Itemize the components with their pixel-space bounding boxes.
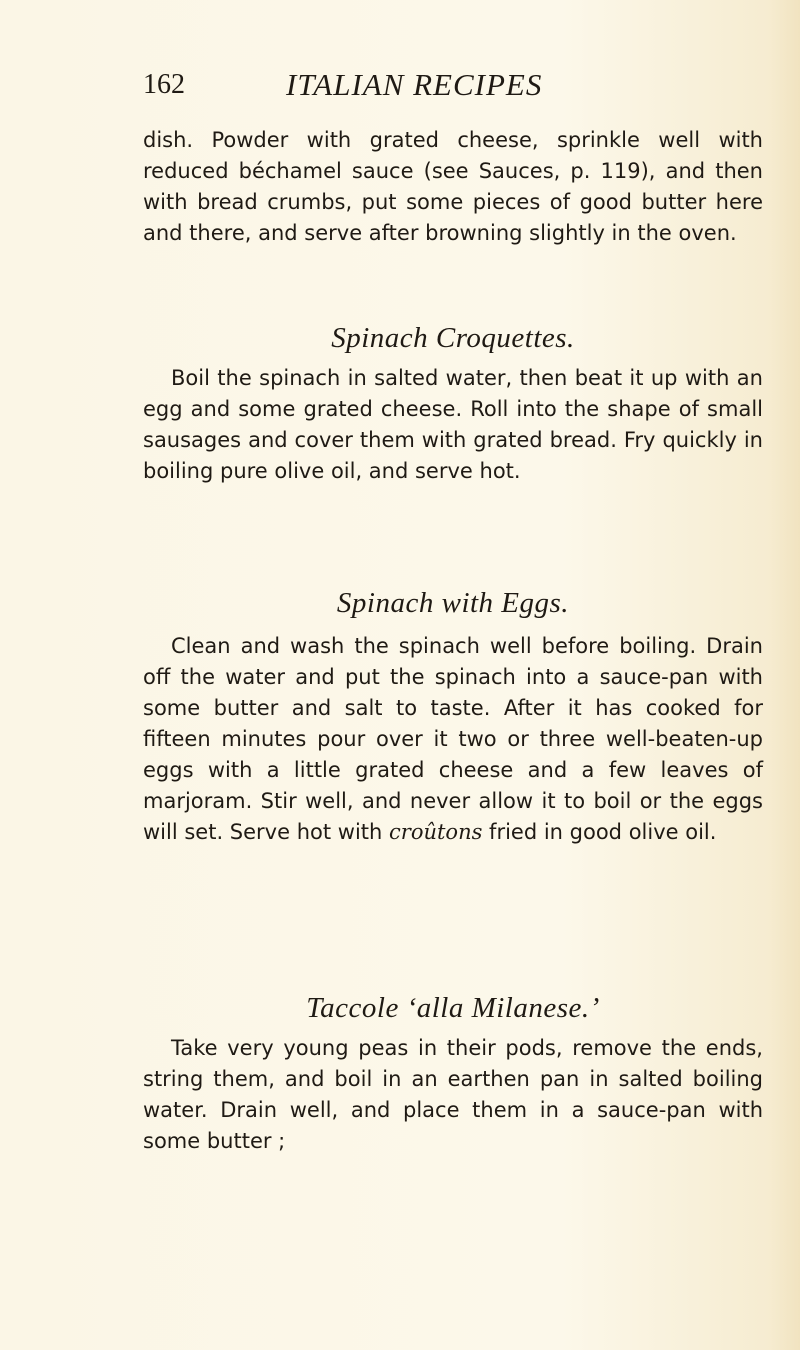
intro-paragraph: dish. Powder with grated cheese, sprinkle well with reduced béchamel sauce (see Sauces, p. 119), and then with bread crumbs, put some pieces of good butter here and there, and serve after browning slightly in the oven. <box>143 128 763 245</box>
page-number: 162 <box>143 69 185 100</box>
recipe-heading-taccole-alla-milanese: Taccole ‘alla Milanese.’ <box>306 992 600 1024</box>
italic-word-croutons: croûtons <box>389 820 483 844</box>
recipe-body-spinach-croquettes <box>143 363 763 487</box>
recipe-text-spinach-with-eggs-main: Clean and wash the spinach well before boiling. Drain off the water and put the spinach into a sauce-pan with some butter and salt to taste. After it has cooked for fifteen minutes pour over it two or three well-beaten-up eggs with a little grated cheese and a few leaves of marjoram. Stir well, and never allow it to boil or the eggs will set. Serve hot with <box>143 634 763 844</box>
intro-paragraph-block <box>143 125 763 249</box>
recipe-text-spinach-with-eggs-end: fried in good olive oil. <box>482 820 717 844</box>
running-head: ITALIAN RECIPES <box>286 67 543 102</box>
recipe-heading-spinach-croquettes: Spinach Croquettes. <box>331 322 575 354</box>
recipe-body-spinach-with-eggs <box>143 631 763 848</box>
recipe-paragraph-taccole-alla-milanese: Take very young peas in their pods, remove the ends, string them, and boil in an earthen pan in salted boiling water. Drain well, and place them in a sauce-pan with some butter ; <box>143 1036 763 1153</box>
recipe-body-taccole-alla-milanese <box>143 1033 763 1157</box>
recipe-paragraph-spinach-with-eggs <box>143 631 763 848</box>
recipe-heading-spinach-with-eggs: Spinach with Eggs. <box>336 587 570 619</box>
recipe-paragraph-spinach-croquettes: Boil the spinach in salted water, then beat it up with an egg and some grated cheese. Roll into the shape of small sausages and cover them with grated bread. Fry quickly in boiling pure olive oil, and serve hot. <box>143 366 763 483</box>
